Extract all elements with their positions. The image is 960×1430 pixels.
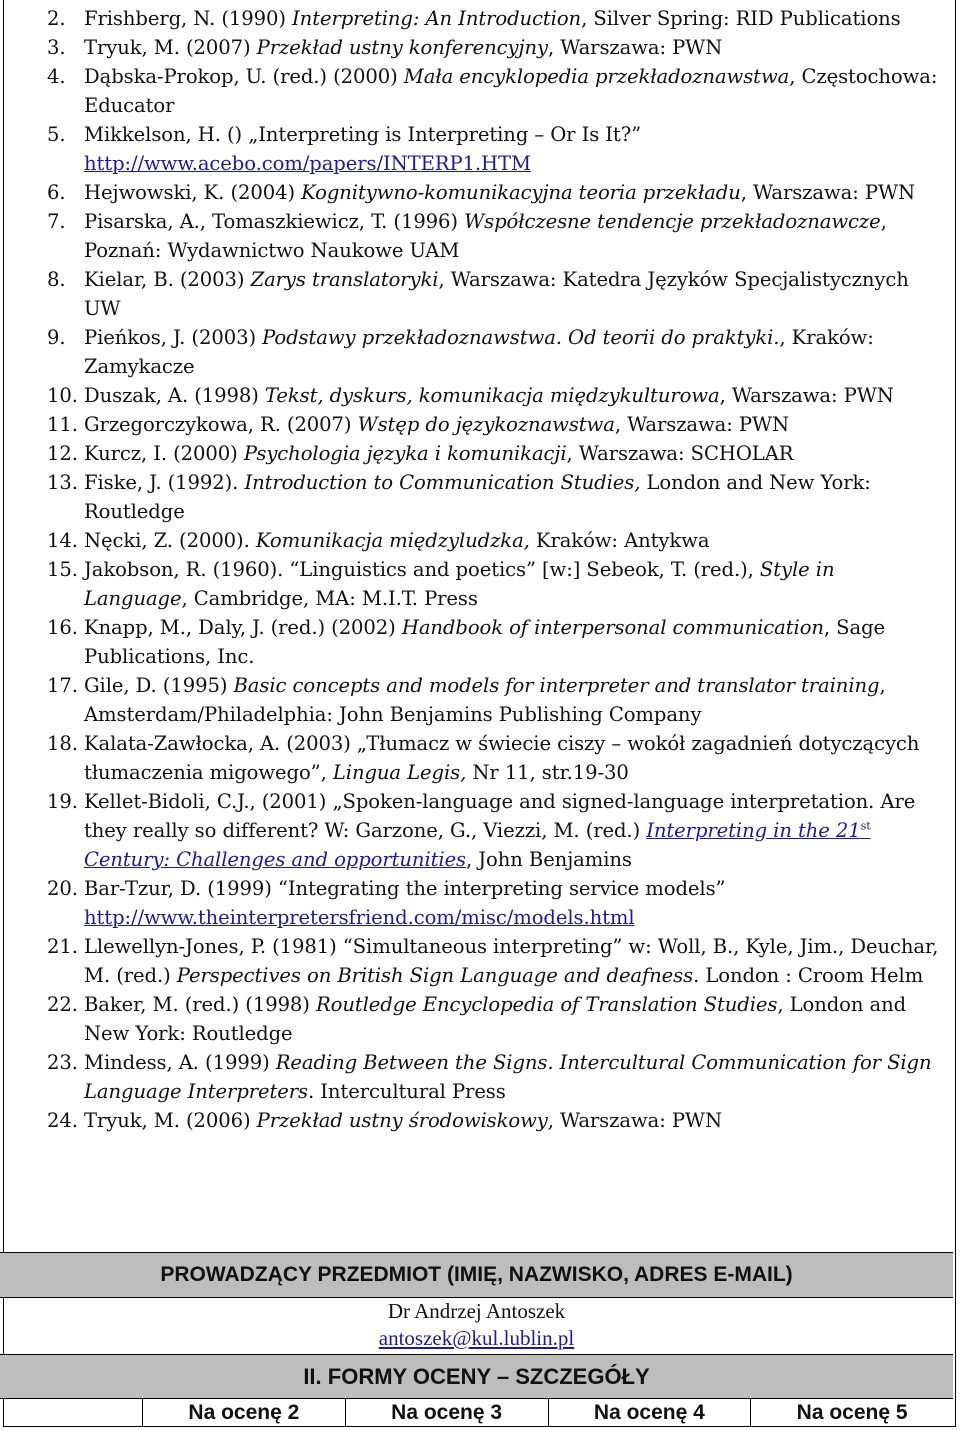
reference-text	[84, 323, 953, 381]
reference-item	[0, 265, 953, 323]
reference-segment: Frishberg, N. (1990)	[84, 7, 293, 30]
reference-segment: London and New York: Routledge	[84, 471, 871, 523]
reference-segment: Mikkelson, H. () „Interpreting is Interpreting – Or Is It?”	[84, 123, 642, 146]
reference-link[interactable]	[84, 906, 635, 929]
reference-title: Podstawy przekładoznawstwa. Od teorii do praktyki.	[262, 326, 780, 349]
reference-item	[0, 468, 953, 526]
reference-link-text: http://www.acebo.com/papers/INTERP1.HTM	[84, 152, 531, 175]
reference-number: 5.	[47, 123, 66, 146]
reference-item	[0, 62, 953, 120]
reference-item	[0, 1048, 953, 1106]
reference-text	[84, 439, 953, 468]
reference-number: 4.	[47, 65, 66, 88]
reference-text	[84, 613, 953, 671]
reference-item	[0, 874, 953, 932]
reference-item	[0, 526, 953, 555]
reference-number: 2.	[47, 7, 66, 30]
reference-segment: , Warszawa: PWN	[547, 1109, 722, 1132]
reference-item	[0, 671, 953, 729]
reference-item	[0, 1106, 953, 1135]
reference-item	[0, 613, 953, 671]
reference-segment: Duszak, A. (1998)	[84, 384, 265, 407]
reference-item	[0, 120, 953, 178]
reference-text	[84, 207, 953, 265]
reference-text	[84, 265, 953, 323]
reference-number: 16.	[47, 616, 78, 639]
reference-text	[84, 1048, 953, 1106]
reference-segment: Fiske, J. (1992).	[84, 471, 245, 494]
grade-table-header	[142, 1399, 953, 1427]
reference-segment: , Warszawa: PWN	[719, 384, 894, 407]
reference-number: 9.	[47, 326, 66, 349]
reference-segment: , Cambridge, MA: M.I.T. Press	[181, 587, 478, 610]
reference-segment: Jakobson, R. (1960). “Linguistics and poetics” [w:] Sebeok, T. (red.),	[84, 558, 760, 581]
reference-segment: Kalata-Zawłocka, A. (2003) „Tłumacz w świecie ciszy – wokół zagadnień dotyczących tłumaczenia migowego”,	[84, 732, 920, 784]
reference-text	[84, 555, 953, 613]
reference-number: 15.	[47, 558, 78, 581]
reference-item	[0, 990, 953, 1048]
reference-segment: . London : Croom Helm	[693, 964, 924, 987]
reference-text	[84, 990, 953, 1048]
reference-segment: Kellet-Bidoli, C.J., (2001) „Spoken-language and signed-language interpretation. Are they really so different? W: Garzone, G., Viezzi, M. (red.)	[84, 790, 916, 842]
instructor-block	[0, 1298, 953, 1352]
reference-segment: , Poznań: Wydawnictwo Naukowe UAM	[84, 210, 887, 262]
reference-segment: Nęcki, Z. (2000).	[84, 529, 256, 552]
reference-segment: Dąbska-Prokop, U. (red.) (2000)	[84, 65, 404, 88]
reference-segment: Baker, M. (red.) (1998)	[84, 993, 316, 1016]
reference-segment: , Częstochowa: Educator	[84, 65, 938, 117]
reference-list	[0, 4, 953, 1135]
reference-link-text: Century: Challenges and opportunities	[84, 848, 467, 871]
reference-segment: Hejwowski, K. (2004)	[84, 181, 302, 204]
reference-segment: , Warszawa: SCHOLAR	[566, 442, 794, 465]
reference-text	[84, 729, 953, 787]
reference-segment: , Warszawa: Katedra Języków Specjalistycznych UW	[84, 268, 909, 320]
reference-title: Zarys translatoryki	[250, 268, 439, 291]
reference-item	[0, 381, 953, 410]
reference-number: 11.	[47, 413, 78, 436]
reference-text	[84, 526, 953, 555]
reference-title: Lingua Legis,	[332, 761, 467, 784]
forms-header: II. FORMY OCENY – SZCZEGÓŁY	[0, 1354, 953, 1399]
reference-segment: Llewellyn-Jones, P. (1981) “Simultaneous interpreting” w: Woll, B., Kyle, Jim., Deuchar, M. (red.)	[84, 935, 939, 987]
reference-title: Handbook of interpersonal communication	[401, 616, 824, 639]
reference-title: Reading Between the Signs. Intercultural Communication for Sign Language Interpreters	[84, 1051, 932, 1103]
reference-text	[84, 671, 953, 729]
reference-segment: , Sage Publications, Inc.	[84, 616, 886, 668]
reference-segment: , Warszawa: PWN	[614, 413, 790, 436]
reference-segment: , Amsterdam/Philadelphia: John Benjamins Publishing Company	[84, 674, 886, 726]
reference-item	[0, 4, 953, 33]
reference-text	[84, 874, 953, 932]
grade-column-2: Na ocenę 2	[143, 1399, 346, 1427]
grade-column-5: Na ocenę 5	[796, 1401, 908, 1424]
reference-title: Przekład ustny środowiskowy	[256, 1109, 548, 1132]
instructor-email-link[interactable]: antoszek@kul.lublin.pl	[378, 1326, 575, 1350]
reference-segment: Mindess, A. (1999)	[84, 1051, 276, 1074]
reference-segment: , Silver Spring: RID Publications	[581, 7, 901, 30]
reference-segment: , Warszawa: PWN	[740, 181, 916, 204]
reference-number: 23.	[47, 1051, 78, 1074]
reference-number: 22.	[47, 993, 78, 1016]
reference-segment: Nr 11, str.19-30	[466, 761, 629, 784]
reference-number: 6.	[47, 181, 66, 204]
reference-segment: Kraków: Antykwa	[529, 529, 710, 552]
reference-segment: Tryuk, M. (2007)	[84, 36, 257, 59]
reference-text	[84, 33, 953, 62]
reference-link-text: st	[860, 819, 871, 833]
reference-text	[84, 932, 953, 990]
reference-text	[84, 120, 953, 178]
reference-text	[84, 381, 953, 410]
reference-number: 14.	[47, 529, 78, 552]
reference-title: Wstęp do językoznawstwa	[357, 413, 615, 436]
reference-segment: Kurcz, I. (2000)	[84, 442, 244, 465]
reference-title: Psychologia języka i komunikacji	[243, 442, 567, 465]
reference-number: 17.	[47, 674, 78, 697]
reference-item	[0, 932, 953, 990]
reference-title: Współczesne tendencje przekładoznawcze	[464, 210, 881, 233]
reference-segment: , Warszawa: PWN	[548, 36, 723, 59]
reference-segment: , London and New York: Routledge	[84, 993, 907, 1045]
reference-segment: Gile, D. (1995)	[84, 674, 234, 697]
reference-title: Routledge Encyclopedia of Translation Studies	[315, 993, 778, 1016]
reference-text	[84, 1106, 953, 1135]
reference-segment: Grzegorczykowa, R. (2007)	[84, 413, 358, 436]
reference-segment: Knapp, M., Daly, J. (red.) (2002)	[84, 616, 402, 639]
reference-number: 10.	[47, 384, 78, 407]
reference-number: 8.	[47, 268, 66, 291]
reference-title: Tekst, dyskurs, komunikacja międzykulturowa	[264, 384, 720, 407]
reference-number: 13.	[47, 471, 78, 494]
grade-column-4: Na ocenę 4	[549, 1399, 752, 1427]
reference-title: Perspectives on British Sign Language and deafness	[176, 964, 694, 987]
reference-title: Style in Language	[84, 558, 835, 610]
reference-segment: Tryuk, M. (2006)	[84, 1109, 257, 1132]
reference-text	[84, 410, 953, 439]
reference-number: 12.	[47, 442, 78, 465]
reference-text	[84, 787, 953, 874]
reference-title: Kognitywno-komunikacyjna teoria przekładu	[301, 181, 741, 204]
reference-item	[0, 207, 953, 265]
reference-link-text: http://www.theinterpretersfriend.com/misc/models.html	[84, 906, 635, 929]
reference-title: Przekład ustny konferencyjny	[256, 36, 548, 59]
reference-title: Interpreting: An Introduction	[292, 7, 582, 30]
grade-column-3: Na ocenę 3	[346, 1399, 549, 1427]
reference-item	[0, 555, 953, 613]
reference-item	[0, 178, 953, 207]
reference-number: 20.	[47, 877, 78, 900]
reference-segment: Pisarska, A., Tomaszkiewicz, T. (1996)	[84, 210, 465, 233]
reference-text	[84, 178, 953, 207]
reference-segment: Kielar, B. (2003)	[84, 268, 251, 291]
reference-title: Basic concepts and models for interpreter and translator training	[233, 674, 880, 697]
reference-segment: , John Benjamins	[466, 848, 632, 871]
reference-item	[0, 33, 953, 62]
instructor-name: Dr Andrzej Antoszek	[387, 1299, 566, 1323]
reference-title: Mała encyklopedia przekładoznawstwa	[403, 65, 790, 88]
reference-item	[0, 787, 953, 874]
reference-number: 21.	[47, 935, 78, 958]
reference-title: Introduction to Communication Studies,	[244, 471, 641, 494]
reference-text	[84, 62, 953, 120]
reference-number: 3.	[47, 36, 66, 59]
reference-text	[84, 4, 953, 33]
reference-text	[84, 468, 953, 526]
reference-segment: Bar-Tzur, D. (1999) “Integrating the interpreting service models”	[84, 877, 726, 900]
reference-link-text: Interpreting in the 21	[646, 819, 861, 842]
reference-segment: , Kraków: Zamykacze	[84, 326, 874, 378]
reference-number: 19.	[47, 790, 78, 813]
instructor-header: PROWADZĄCY PRZEDMIOT (IMIĘ, NAZWISKO, ADRES E-MAIL)	[0, 1252, 953, 1298]
reference-segment: Pieńkos, J. (2003)	[84, 326, 263, 349]
reference-number: 7.	[47, 210, 66, 233]
reference-link[interactable]	[84, 152, 531, 175]
reference-number: 18.	[47, 732, 78, 755]
reference-item	[0, 439, 953, 468]
reference-item	[0, 410, 953, 439]
reference-item	[0, 729, 953, 787]
reference-item	[0, 323, 953, 381]
reference-title: Komunikacja międzyludzka,	[255, 529, 530, 552]
reference-number: 24.	[47, 1109, 78, 1132]
reference-segment: . Intercultural Press	[308, 1080, 506, 1103]
